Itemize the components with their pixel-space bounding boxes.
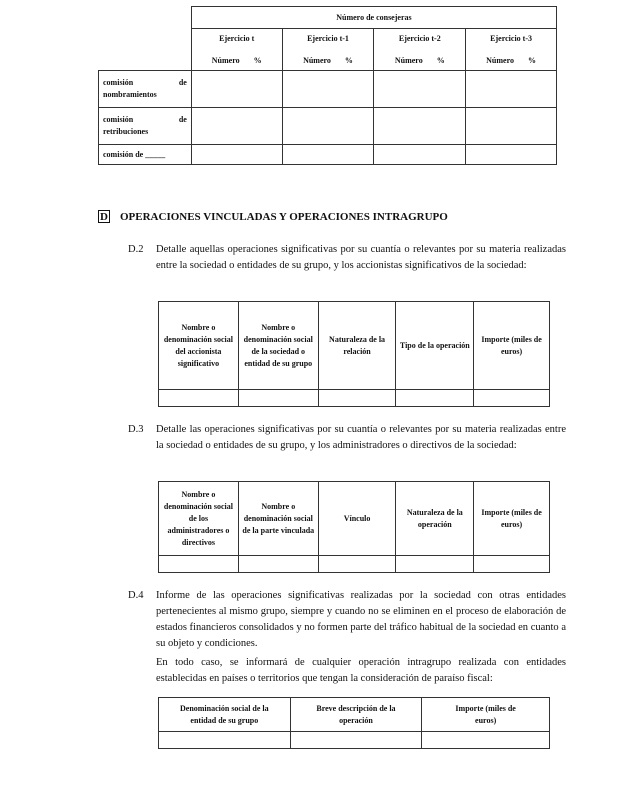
column-header: Nombre o denominación social del accionista significativo <box>159 302 239 390</box>
row-label <box>99 108 192 145</box>
period-label: Ejercicio t-2 <box>398 33 441 43</box>
period-label: Ejercicio t-3 <box>490 33 532 43</box>
period-header <box>282 29 374 71</box>
column-header: Naturaleza de la operación <box>396 482 474 556</box>
data-cell[interactable] <box>159 556 239 573</box>
data-cell[interactable] <box>191 108 282 145</box>
section-heading <box>98 210 448 223</box>
row-label <box>99 71 192 108</box>
row-label-line2: nombramientos <box>103 90 157 99</box>
data-cell[interactable] <box>282 145 374 165</box>
item-number: D.2 <box>128 244 144 255</box>
number-label: Número <box>211 55 240 65</box>
row-label-line2: retribuciones <box>103 127 149 136</box>
group-header: Número de consejeras <box>191 7 556 29</box>
consejeras-table <box>98 6 557 165</box>
item-text: Informe de las operaciones significativas realizadas por la sociedad con otras entidades pertenecientes al mismo grupo, siempre y cuando no se eliminen en el proceso de elaboración de estados financieros consolidados y no formen parte del tráfico habitual de la sociedad en cuanto a su objeto y condiciones. <box>156 590 566 649</box>
data-cell[interactable] <box>466 71 557 108</box>
item-number: D.3 <box>128 424 144 435</box>
data-cell[interactable] <box>396 556 474 573</box>
column-header: Denominación social de la entidad de su grupo <box>159 698 291 732</box>
data-cell[interactable] <box>396 390 474 407</box>
data-cell[interactable] <box>238 390 318 407</box>
table-row <box>99 145 557 165</box>
data-cell[interactable] <box>290 732 422 749</box>
data-cell[interactable] <box>238 556 318 573</box>
percent-label: % <box>528 55 537 65</box>
column-header: Naturaleza de la relación <box>318 302 396 390</box>
data-cell[interactable] <box>374 108 466 145</box>
item-text: Detalle aquellas operaciones significativas por su cuantía o relevantes por su materia realizadas entre la sociedad o entidades de su grupo, y los accionistas significativos de la sociedad: <box>156 244 566 271</box>
column-header: Importe (miles de euros) <box>422 698 550 732</box>
data-cell[interactable] <box>374 145 466 165</box>
d4-note: En todo caso, se informará de cualquier operación intragrupo realizada con entidades establecidas en países o territorios que tengan la consideración de paraíso fiscal: <box>156 657 566 684</box>
data-cell[interactable] <box>318 556 396 573</box>
data-cell[interactable] <box>282 108 374 145</box>
d4-table <box>158 697 550 749</box>
data-cell[interactable] <box>466 108 557 145</box>
column-header: Nombre o denominación social de los administradores o directivos <box>159 482 239 556</box>
column-header: Importe (miles de euros) <box>474 302 550 390</box>
row-label-line1: comisión de <box>103 78 187 87</box>
data-cell[interactable] <box>159 732 291 749</box>
item-number: D.4 <box>128 590 144 601</box>
table-row <box>99 71 557 108</box>
percent-label: % <box>436 55 445 65</box>
empty-corner-cell <box>99 7 192 71</box>
row-label-line1: comisión de _____ <box>103 149 166 159</box>
data-cell[interactable] <box>318 390 396 407</box>
item-d2 <box>128 242 566 274</box>
table-row <box>159 556 550 573</box>
period-label: Ejercicio t <box>219 33 255 43</box>
data-cell[interactable] <box>474 556 550 573</box>
item-d3 <box>128 422 566 454</box>
data-cell[interactable] <box>282 71 374 108</box>
d3-table <box>158 481 550 573</box>
period-label: Ejercicio t-1 <box>307 33 349 43</box>
column-header: Importe (miles de euros) <box>474 482 550 556</box>
table-row <box>99 108 557 145</box>
item-d4 <box>128 588 566 652</box>
percent-label: % <box>253 55 262 65</box>
data-cell[interactable] <box>159 390 239 407</box>
number-label: Número <box>303 55 331 65</box>
data-cell[interactable] <box>374 71 466 108</box>
number-label: Número <box>486 55 515 65</box>
period-header <box>466 29 557 71</box>
section-title: OPERACIONES VINCULADAS Y OPERACIONES INTRAGRUPO <box>120 210 448 223</box>
period-header <box>374 29 466 71</box>
data-cell[interactable] <box>191 145 282 165</box>
item-text: Detalle las operaciones significativas por su cuantía o relevantes por su materia realizadas entre la sociedad o entidades de su grupo, y los administradores o directivos de la sociedad: <box>156 424 566 451</box>
table-row <box>159 732 550 749</box>
data-cell[interactable] <box>474 390 550 407</box>
number-label: Número <box>394 55 423 65</box>
period-header <box>191 29 282 71</box>
column-header: Vínculo <box>318 482 396 556</box>
column-header: Breve descripción de la operación <box>290 698 422 732</box>
column-header: Nombre o denominación social de la parte vinculada <box>238 482 318 556</box>
data-cell[interactable] <box>466 145 557 165</box>
data-cell[interactable] <box>191 71 282 108</box>
column-header: Tipo de la operación <box>396 302 474 390</box>
table-row <box>159 390 550 407</box>
data-cell[interactable] <box>422 732 550 749</box>
d2-table <box>158 301 550 407</box>
percent-label: % <box>344 55 353 65</box>
row-label <box>99 145 192 165</box>
column-header: Nombre o denominación social de la sociedad o entidad de su grupo <box>238 302 318 390</box>
section-letter: D <box>98 210 110 223</box>
row-label-line1: comisión de <box>103 115 187 124</box>
